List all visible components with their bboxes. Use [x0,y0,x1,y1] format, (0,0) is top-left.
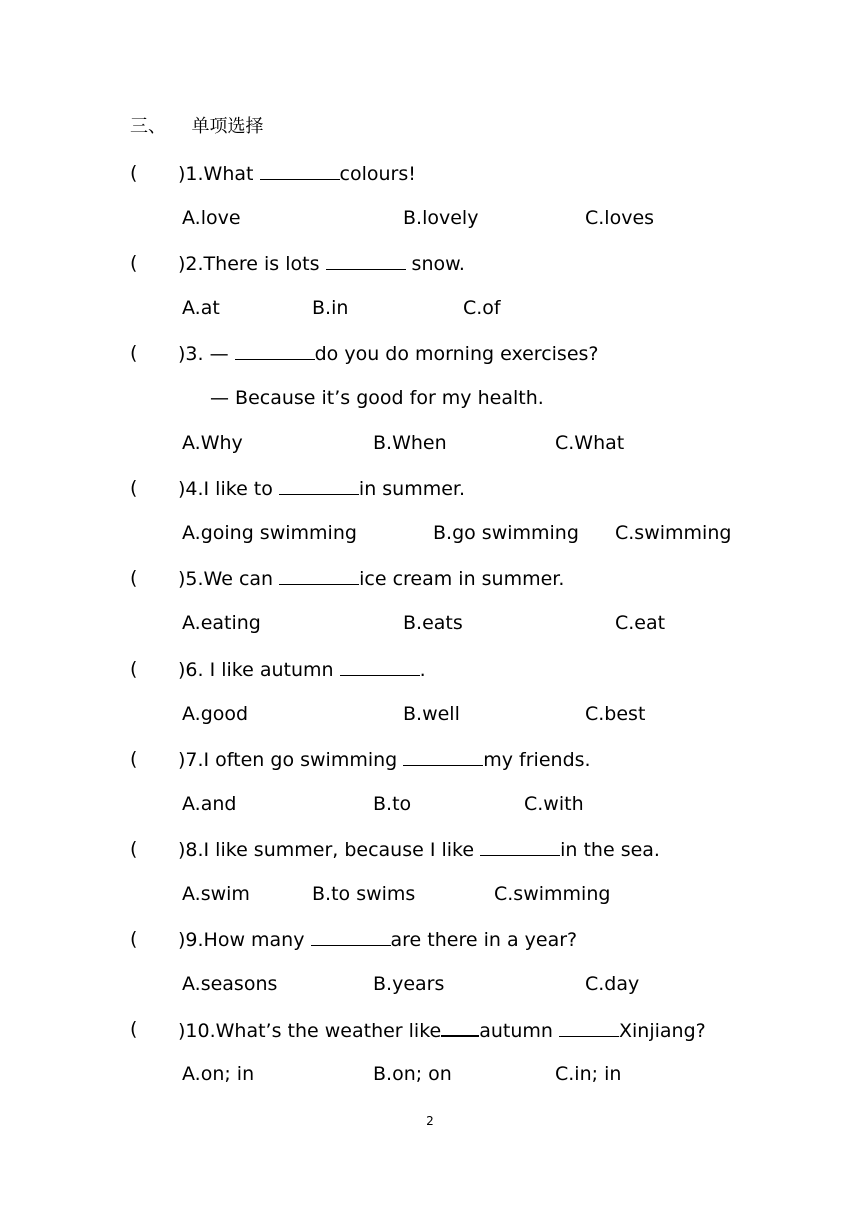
answer-blank [279,566,359,585]
answer-blank [326,251,406,270]
answer-line: — Because it’s good for my health. [210,387,544,409]
question-paren: ( [130,342,138,364]
question-paren: ( [130,162,138,184]
answer-blank [311,927,391,946]
question-stem: )1.What colours! [178,163,416,185]
question-stem: )3. — do you do morning exercises? [178,343,599,365]
option-c: C.What [555,432,625,454]
option-b: B.in [312,297,349,319]
option-a: A.eating [182,612,261,634]
question-paren: ( [130,838,138,860]
option-b: B.lovely [403,207,479,229]
section-heading [130,115,263,139]
answer-blank [340,657,420,676]
question-stem: )4.I like to in summer. [178,478,466,500]
option-c: C.loves [585,207,655,229]
option-b: B.go swimming [433,522,579,544]
question-paren: ( [130,658,138,680]
option-a: A.love [182,207,241,229]
question-paren: ( [130,477,138,499]
answer-blank [559,1018,619,1037]
section-title: 单项选择 [191,116,264,137]
question-paren: ( [130,567,138,589]
option-a: A.seasons [182,973,278,995]
option-b: B.to swims [312,883,416,905]
question-stem: )7.I often go swimming my friends. [178,749,591,771]
question-paren: ( [130,1018,138,1040]
question-stem: )2.There is lots snow. [178,253,465,275]
option-a: A.good [182,703,249,725]
option-b: B.years [373,973,445,995]
question-stem: )6. I like autumn . [178,659,426,681]
question-paren: ( [130,748,138,770]
option-c: C.with [524,793,584,815]
answer-blank [260,161,340,180]
option-c: C.eat [615,612,666,634]
option-c: C.swimming [494,883,611,905]
option-b: B.eats [403,612,463,634]
option-c: C.day [585,973,640,995]
answer-blank [441,1017,479,1037]
option-a: A.swim [182,883,250,905]
section-number: 三、 [130,116,166,137]
option-c: C.of [463,297,501,319]
page-number: 2 [426,1114,434,1128]
option-b: B.When [373,432,447,454]
option-a: A.at [182,297,220,319]
question-stem: )10.What’s the weather like autumn Xinjiang? [178,1017,706,1043]
answer-blank [480,837,560,856]
option-c: C.swimming [615,522,732,544]
question-paren: ( [130,252,138,274]
option-a: A.Why [182,432,243,454]
option-a: A.on; in [182,1063,255,1085]
option-c: C.best [585,703,646,725]
answer-blank [279,476,359,495]
option-b: B.to [373,793,412,815]
question-stem: )9.How many are there in a year? [178,929,578,951]
question-stem: )8.I like summer, because I like in the sea. [178,839,660,861]
question-paren: ( [130,928,138,950]
answer-blank [403,747,483,766]
answer-blank [235,341,315,360]
option-b: B.well [403,703,460,725]
option-a: A.going swimming [182,522,357,544]
option-a: A.and [182,793,237,815]
question-stem: )5.We can ice cream in summer. [178,568,565,590]
option-b: B.on; on [373,1063,452,1085]
option-c: C.in; in [555,1063,622,1085]
